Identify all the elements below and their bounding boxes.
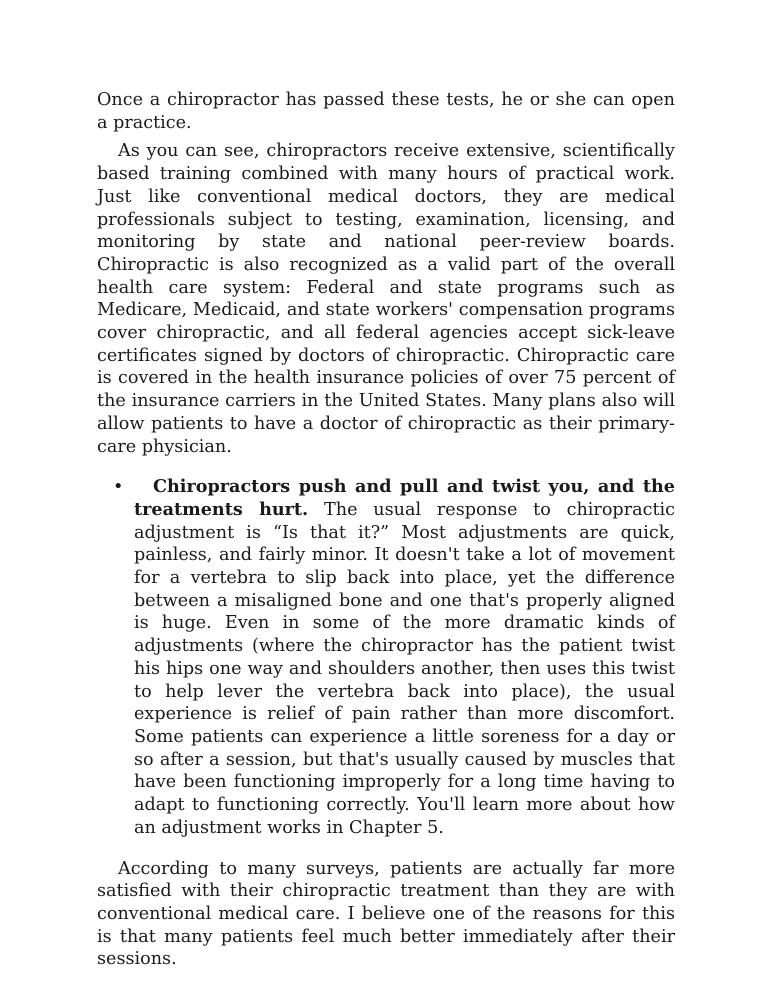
paragraph-opening: Once a chiropractor has passed these tests, he or she can open a practice.: [97, 90, 675, 133]
paragraph-gap: [97, 458, 675, 476]
paragraph-gap: [97, 840, 675, 858]
document-page: [97, 89, 675, 971]
bullet-icon: •: [113, 477, 124, 498]
bullet-item-treatments-hurt: [97, 476, 675, 839]
bullet-lead-text: Chiropractors push and pull and twist you, and the treatments hurt.: [134, 476, 675, 520]
paragraph-surveys: According to many surveys, patients are actually far more satisfied with their chiropractic treatment than they are with conventional medical care. I believe one of the reasons for this is that many patients feel much better immediately after their sessions.: [97, 858, 675, 970]
bullet-body-text: The usual response to chiropractic adjustment is “Is that it?” Most adjustments are quick, painless, and fairly minor. It doesn't take a lot of movement for a vertebra to slip back into place, yet the difference between a misaligned bone and one that's properly aligned is huge. Even in some of the more dramatic kinds of adjustments (where the chiropractor has the patient twist his hips one way and shoulders another, then uses this twist to help lever the vertebra back into place), the usual experience is relief of pain rather than more discomfort. Some patients can experience a little soreness for a day or so after a session, but that's usually caused by muscles that have been functioning improperly for a long time having to adapt to functioning correctly. You'll learn more about how an adjustment works in Chapter 5.: [134, 499, 675, 838]
paragraph-training: As you can see, chiropractors receive extensive, scientifically based training combined with many hours of practical work. Just like conventional medical doctors, they are medical professionals subject to testing, examination, licensing, and monitoring by state and national peer-review boards. Chiropractic is also recognized as a valid part of the overall health care system: Federal and state programs such as Medicare, Medicaid, and state workers' compensation programs cover chiropractic, and all federal agencies accept sick-leave certificates signed by doctors of chiropractic. Chiropractic care is covered in the health insurance policies of over 75 percent of the insurance carriers in the United States. Many plans also will allow patients to have a doctor of chiropractic as their primary-care physician.: [97, 141, 675, 457]
bullet-text: [134, 476, 675, 839]
